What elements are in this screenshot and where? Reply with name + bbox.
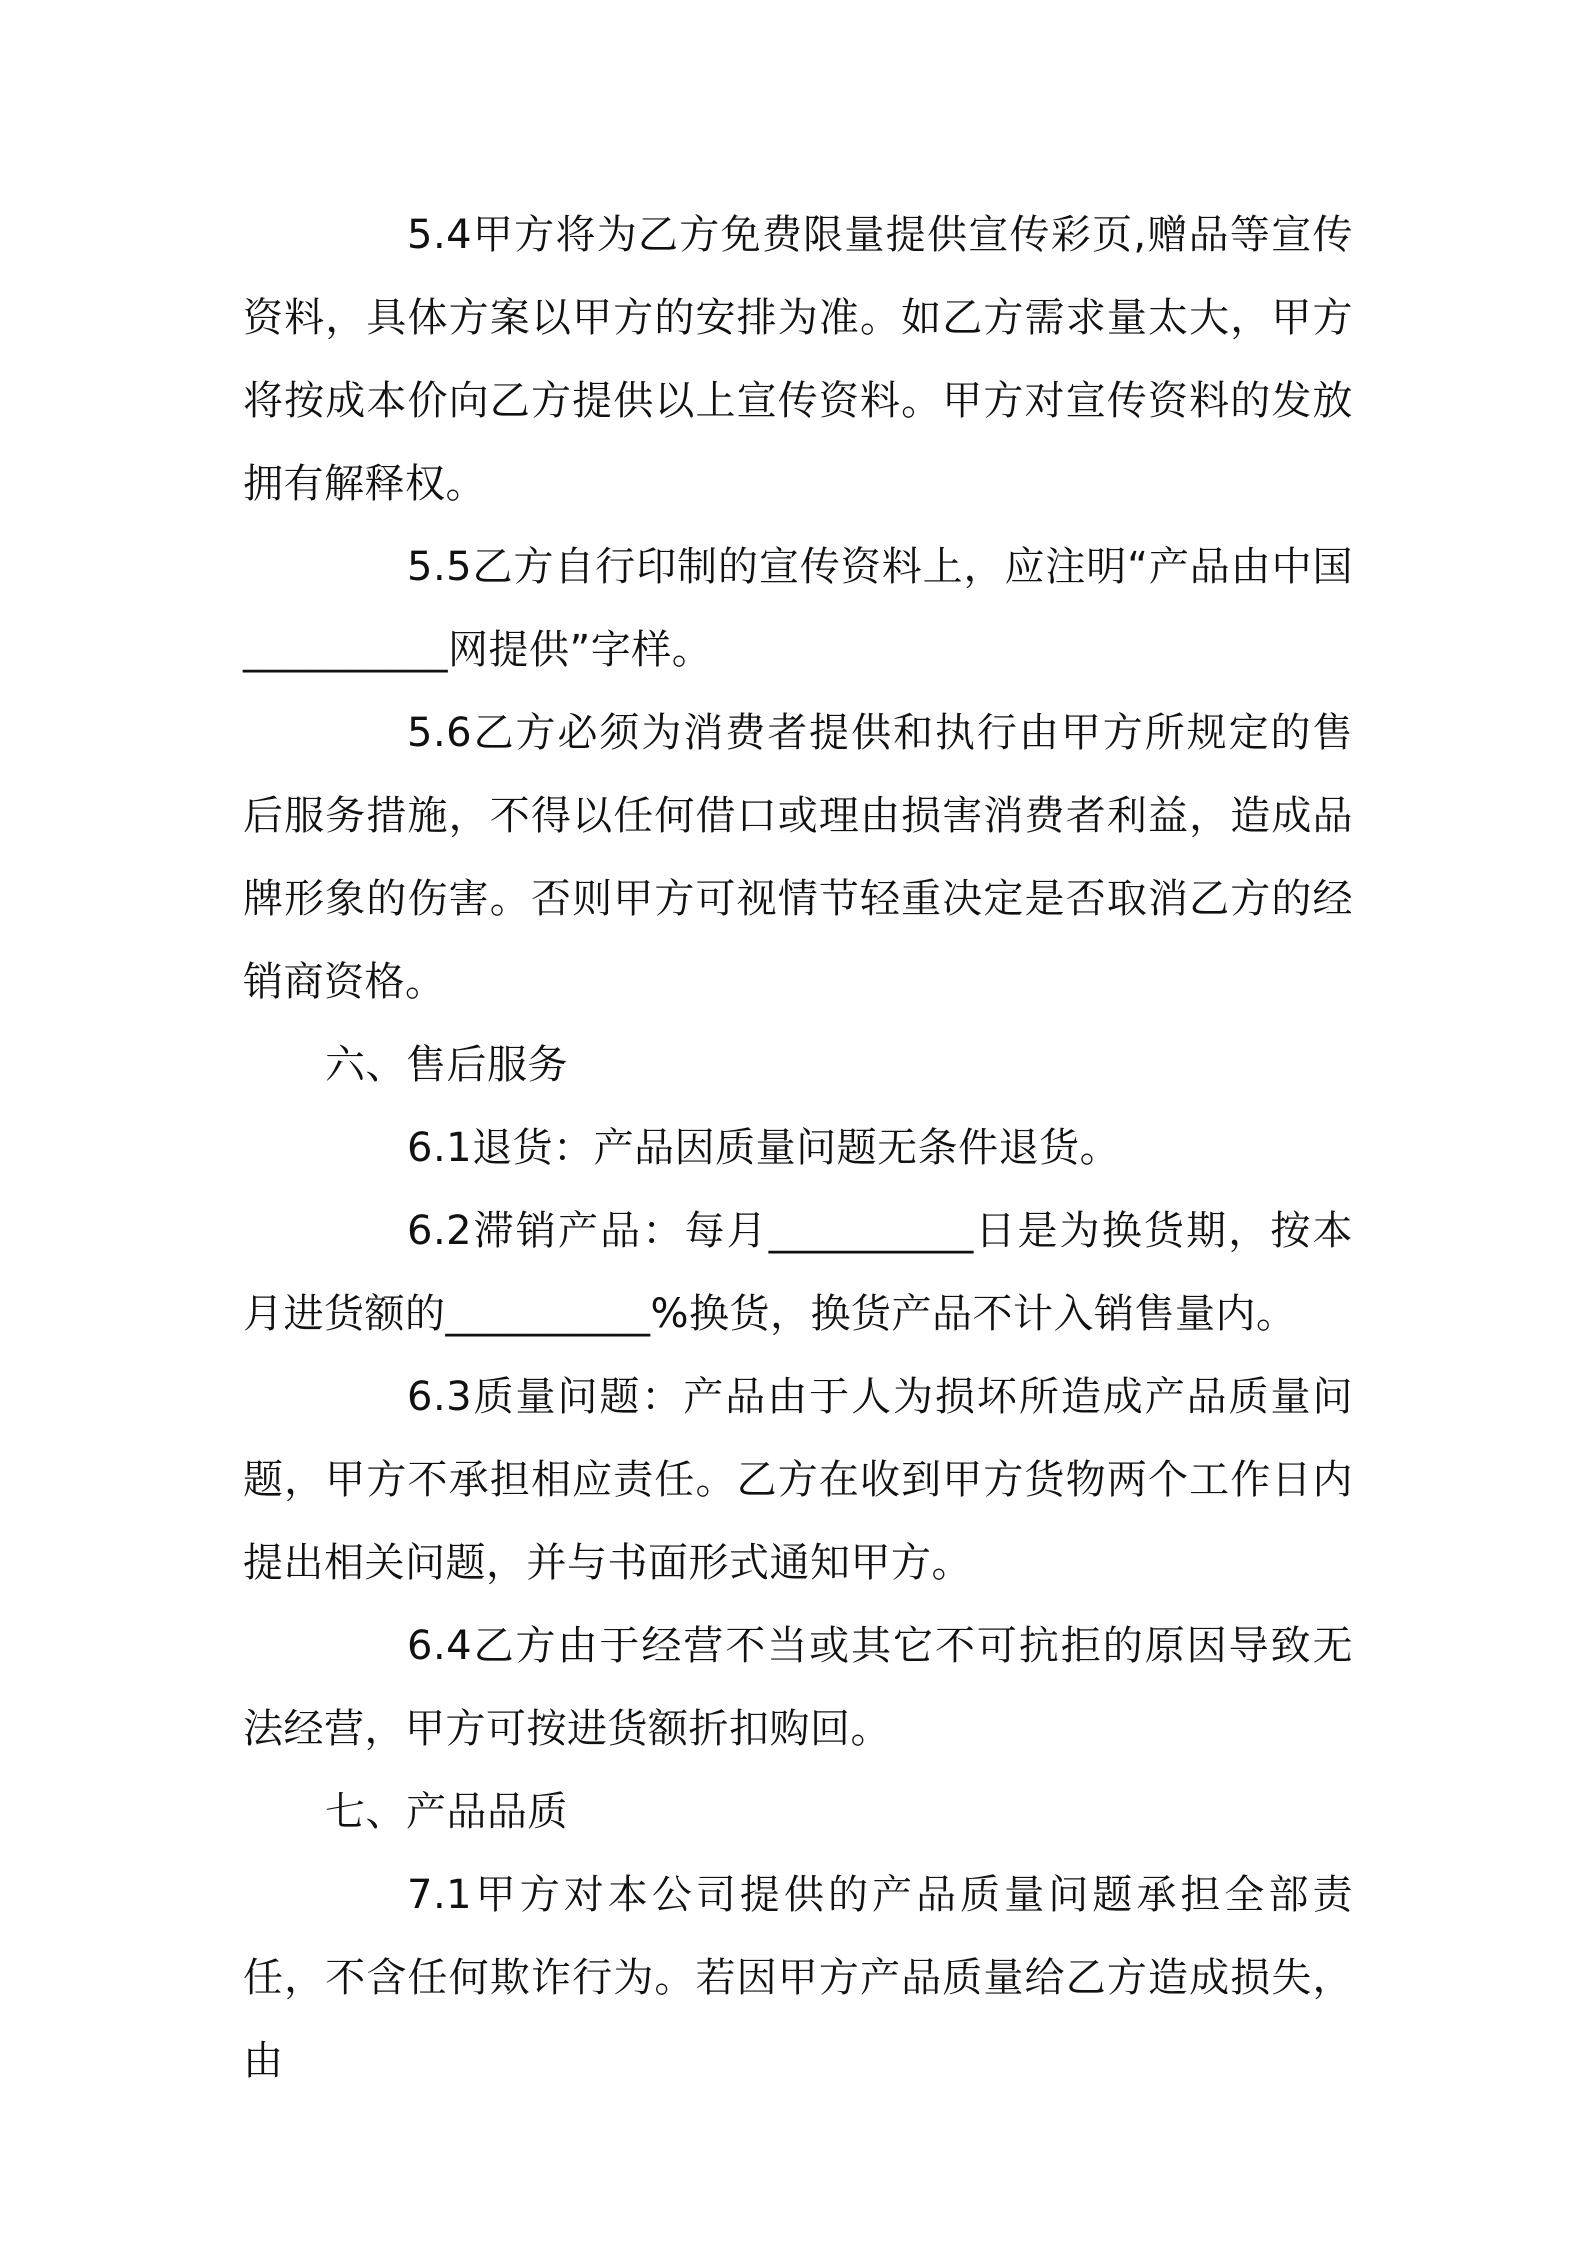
clause-text: 乙方自行印制的宣传资料上，应注明“产品由中国: [472, 544, 1353, 590]
clause-text: 甲方对本公司提供的产品质量问题承担全部责任，不含任何欺诈行为。若因甲方产品质量给乙方造成损失，由: [243, 1872, 1353, 2084]
clause-text: 滞销产品：每月: [472, 1208, 769, 1254]
clause-paragraph: [243, 1190, 1353, 1356]
fill-in-blank: __________: [768, 1208, 974, 1254]
clause-number: 6.2: [407, 1208, 473, 1254]
fill-in-blank: __________: [243, 627, 448, 673]
clause-paragraph: [243, 1854, 1353, 2103]
clause-number: 5.5: [407, 544, 473, 590]
clause-text: 退货：产品因质量问题无条件退货。: [472, 1125, 1121, 1171]
clause-number: 7.1: [407, 1872, 473, 1918]
clause-number: 6.4: [407, 1623, 473, 1669]
clause-number: 5.6: [407, 710, 473, 756]
fill-in-blank: __________: [445, 1291, 651, 1337]
section-heading: 六、售后服务: [325, 1042, 568, 1088]
clause-text: 乙方必须为消费者提供和执行由甲方所规定的售后服务措施，不得以任何借口或理由损害消费者利益，造成品牌形象的伤害。否则甲方可视情节轻重决定是否取消乙方的经销商资格。: [243, 710, 1353, 1005]
clause-text: 质量问题：产品由于人为损坏所造成产品质量问题，甲方不承担相应责任。乙方在收到甲方货物两个工作日内提出相关问题，并与书面形式通知甲方。: [243, 1374, 1353, 1586]
clause-text: 乙方由于经营不当或其它不可抗拒的原因导致无法经营，甲方可按进货额折扣购回。: [243, 1623, 1353, 1752]
document-body: [243, 194, 1353, 2103]
clause-number: 5.4: [407, 212, 473, 258]
clause-paragraph: [243, 526, 1353, 692]
clause-paragraph: [243, 194, 1353, 526]
clause-text: 网提供”字样。: [448, 627, 713, 673]
clause-number: 6.1: [407, 1125, 473, 1171]
clause-text: %换货，换货产品不计入销售量内。: [650, 1291, 1297, 1337]
clause-paragraph: [243, 1356, 1353, 1605]
clause-text: 甲方将为乙方免费限量提供宣传彩页,赠品等宣传资料，具体方案以甲方的安排为准。如乙方需求量太大，甲方将按成本价向乙方提供以上宣传资料。甲方对宣传资料的发放拥有解释权。: [243, 212, 1353, 507]
clause-paragraph: [243, 1605, 1353, 1771]
clause-number: 6.3: [407, 1374, 473, 1420]
clause-paragraph: [243, 1107, 1353, 1190]
section-heading: 七、产品品质: [325, 1789, 568, 1835]
clause-paragraph: [243, 692, 1353, 1024]
clause-text: 日是为换货期，按本月进货额的: [243, 1208, 1354, 1337]
